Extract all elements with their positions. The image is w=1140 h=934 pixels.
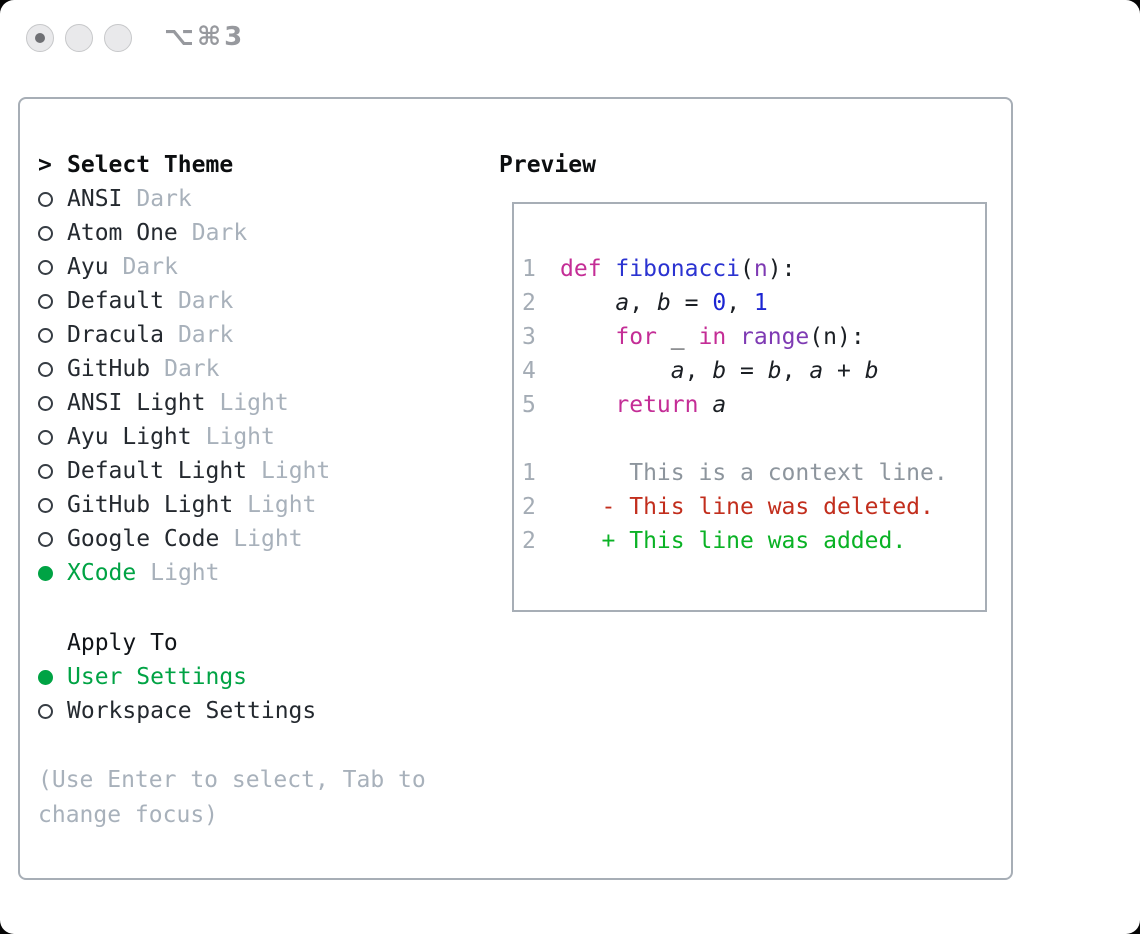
theme-option[interactable] bbox=[38, 250, 330, 284]
theme-variant-label: Dark bbox=[177, 322, 234, 348]
radio-icon bbox=[38, 362, 53, 377]
code-token-function: fibonacci bbox=[615, 256, 741, 282]
radio-icon bbox=[38, 532, 53, 547]
code-token-plain: (n): bbox=[809, 324, 865, 350]
option-label: ANSI bbox=[67, 186, 123, 212]
code-token-plain: , bbox=[781, 358, 810, 384]
titlebar bbox=[26, 24, 132, 52]
radio-icon bbox=[38, 226, 53, 241]
theme-option[interactable] bbox=[38, 488, 330, 522]
radio-icon bbox=[38, 464, 53, 479]
code-token-plain: = bbox=[670, 290, 713, 316]
option-label: Atom One bbox=[67, 220, 178, 246]
option-label: Default Light bbox=[67, 458, 248, 484]
theme-option[interactable] bbox=[38, 216, 330, 250]
code-token-plain bbox=[698, 392, 712, 418]
code-token-plain: ( bbox=[740, 256, 754, 282]
traffic-light-dot-icon bbox=[35, 33, 45, 43]
code-token-keyword: def bbox=[560, 256, 602, 282]
line-number: 4 bbox=[522, 358, 536, 384]
option-label: GitHub Light bbox=[67, 492, 234, 518]
theme-variant-label: Light bbox=[261, 458, 331, 484]
code-token-var: b bbox=[767, 358, 782, 384]
radio-icon bbox=[38, 294, 53, 309]
code-token-plain: ): bbox=[767, 256, 796, 282]
line-number: 3 bbox=[522, 324, 536, 350]
radio-icon bbox=[38, 430, 53, 445]
code-token-context: This is a context line. bbox=[560, 460, 948, 486]
code-token-plain: , bbox=[629, 290, 657, 316]
preview-box bbox=[512, 202, 987, 612]
code-token-param: n bbox=[753, 256, 768, 282]
code-token-var: a bbox=[670, 358, 685, 384]
code-line bbox=[514, 422, 985, 456]
option-label: ANSI Light bbox=[67, 390, 206, 416]
theme-option[interactable] bbox=[38, 352, 330, 386]
code-token-plain: _ bbox=[656, 324, 699, 350]
traffic-light-button-3[interactable] bbox=[104, 24, 132, 52]
radio-icon bbox=[38, 192, 53, 207]
theme-select-header bbox=[38, 148, 330, 182]
code-token-plain bbox=[560, 324, 615, 350]
line-number: 1 bbox=[522, 460, 536, 486]
cursor-icon: > bbox=[38, 152, 52, 178]
line-number: 5 bbox=[522, 392, 536, 418]
code-line bbox=[514, 252, 985, 286]
option-label: User Settings bbox=[67, 664, 248, 690]
radio-selected-icon bbox=[38, 566, 53, 581]
traffic-light-button-1[interactable] bbox=[26, 24, 54, 52]
code-token-var: b bbox=[656, 290, 671, 316]
theme-option[interactable] bbox=[38, 318, 330, 352]
code-line bbox=[514, 354, 985, 388]
theme-select-title: Select Theme bbox=[67, 152, 234, 178]
theme-variant-label: Dark bbox=[164, 356, 220, 382]
code-line bbox=[514, 286, 985, 320]
code-token-number: 0 bbox=[712, 290, 727, 316]
line-number: 1 bbox=[522, 256, 536, 282]
code-line bbox=[514, 490, 985, 524]
line-number: 2 bbox=[522, 290, 536, 316]
radio-icon bbox=[38, 260, 53, 275]
code-line bbox=[514, 320, 985, 354]
code-line bbox=[514, 388, 985, 422]
code-token-plain: = bbox=[726, 358, 768, 384]
apply-to-section bbox=[38, 626, 316, 728]
code-token-plain: + bbox=[823, 358, 865, 384]
option-label: Ayu Light bbox=[67, 424, 192, 450]
code-token-plain bbox=[726, 324, 740, 350]
code-token-keyword: return bbox=[615, 392, 699, 418]
help-text: (Use Enter to select, Tab to change focus) bbox=[38, 767, 426, 828]
code-token-plain: , bbox=[684, 358, 713, 384]
code-token-plain bbox=[602, 256, 616, 282]
code-token-var: a bbox=[615, 290, 630, 316]
code-token-keyword: for bbox=[615, 324, 657, 350]
code-token-var: b bbox=[864, 358, 879, 384]
code-token-number: 1 bbox=[753, 290, 768, 316]
apply-to-label: Apply To bbox=[67, 630, 178, 656]
code-token-plain bbox=[560, 392, 615, 418]
radio-icon bbox=[38, 396, 53, 411]
option-label: Google Code bbox=[67, 526, 220, 552]
code-token-var: b bbox=[712, 358, 727, 384]
theme-variant-label: Light bbox=[233, 526, 303, 552]
theme-variant-label: Light bbox=[219, 390, 289, 416]
theme-variant-label: Dark bbox=[122, 254, 178, 280]
theme-option[interactable] bbox=[38, 420, 330, 454]
theme-option[interactable] bbox=[38, 284, 330, 318]
theme-select-list bbox=[38, 148, 330, 590]
theme-variant-label: Dark bbox=[136, 186, 192, 212]
option-label: GitHub bbox=[67, 356, 151, 382]
theme-option[interactable] bbox=[38, 182, 330, 216]
code-token-var: a bbox=[809, 358, 824, 384]
preview-title: Preview bbox=[499, 152, 596, 178]
apply-to-option[interactable] bbox=[38, 694, 316, 728]
apply-to-option[interactable] bbox=[38, 660, 316, 694]
traffic-light-button-2[interactable] bbox=[65, 24, 93, 52]
option-label: Dracula bbox=[67, 322, 164, 348]
window-shortcut-label: ⌥⌘3 bbox=[164, 22, 246, 52]
theme-variant-label: Light bbox=[150, 560, 220, 586]
radio-icon bbox=[38, 498, 53, 513]
code-token-keyword: in bbox=[698, 324, 727, 350]
code-token-plain bbox=[560, 358, 671, 384]
apply-to-header bbox=[38, 626, 316, 660]
radio-icon bbox=[38, 328, 53, 343]
code-token-call: range bbox=[740, 324, 810, 350]
theme-variant-label: Light bbox=[205, 424, 275, 450]
theme-option[interactable] bbox=[38, 454, 330, 488]
theme-option[interactable] bbox=[38, 522, 330, 556]
code-token-plain: , bbox=[726, 290, 754, 316]
code-token-deleted: - This line was deleted. bbox=[560, 494, 934, 520]
option-label: Workspace Settings bbox=[67, 698, 317, 724]
code-line bbox=[514, 456, 985, 490]
option-label: Ayu bbox=[67, 254, 109, 280]
line-number: 2 bbox=[522, 528, 536, 554]
option-label: Default bbox=[67, 288, 164, 314]
main-panel bbox=[18, 97, 1013, 880]
radio-icon bbox=[38, 704, 53, 719]
option-label: XCode bbox=[67, 560, 137, 586]
theme-option[interactable] bbox=[38, 556, 330, 590]
theme-option[interactable] bbox=[38, 386, 330, 420]
theme-variant-label: Dark bbox=[177, 288, 234, 314]
theme-variant-label: Dark bbox=[191, 220, 248, 246]
code-token-added: + This line was added. bbox=[560, 528, 907, 554]
code-line bbox=[514, 524, 985, 558]
line-number: 2 bbox=[522, 494, 536, 520]
radio-selected-icon bbox=[38, 670, 53, 685]
theme-variant-label: Light bbox=[247, 492, 317, 518]
code-token-var: a bbox=[712, 392, 727, 418]
code-token-plain bbox=[560, 290, 615, 316]
